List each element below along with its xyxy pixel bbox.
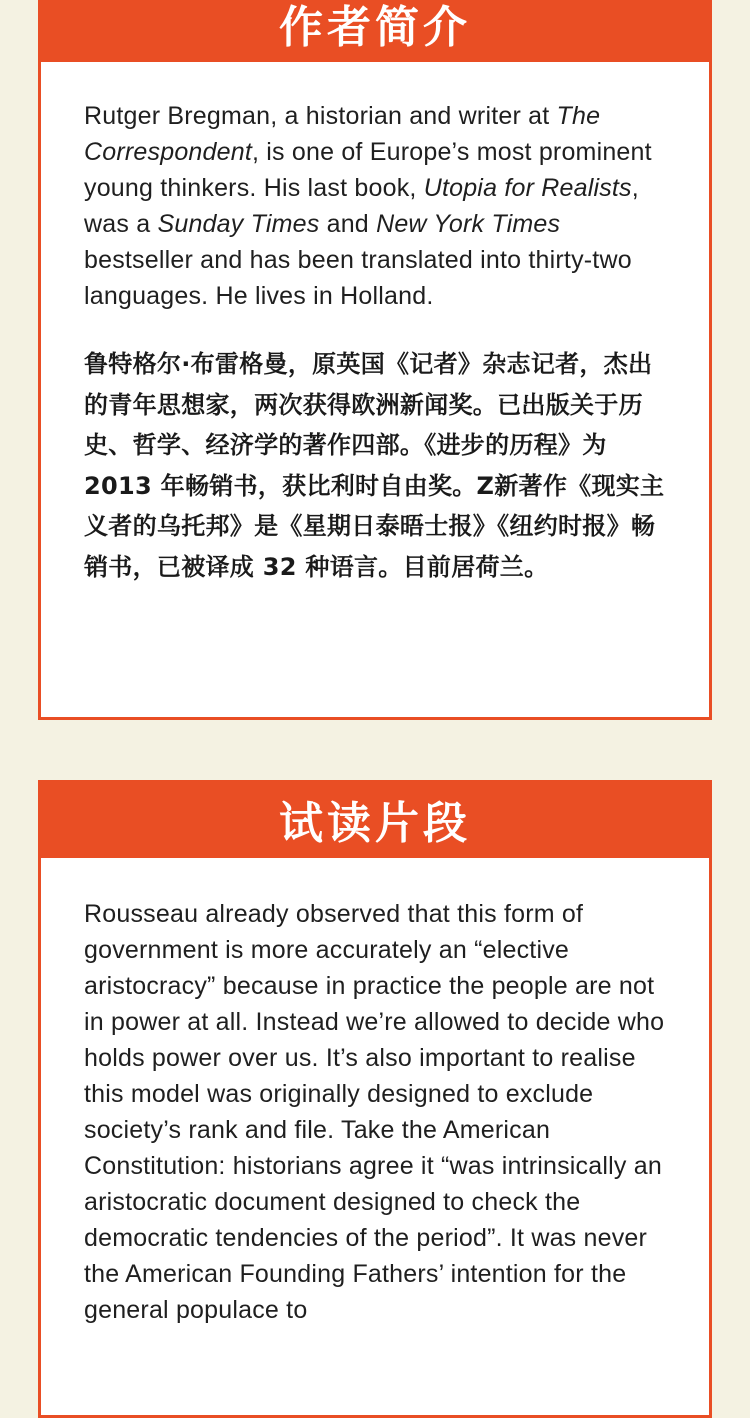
author-bio-chinese: 鲁特格尔·布雷格曼，原英国《记者》杂志记者，杰出的青年思想家，两次获得欧洲新闻奖。已出版关于历史、哲学、经济学的著作四部。《进步的历程》为 2013 年畅销书，获比利时自由奖。Z新著作《现实主义者的乌托邦》是《星期日泰晤士报》《纽约时报》畅销书，已被译成 32 种语言。目前居荷兰。 [84,350,665,581]
author-intro-title: 作者简介 [279,2,471,53]
author-intro-body [38,62,712,720]
author-bio-english [84,98,667,314]
excerpt-section [38,780,712,1418]
excerpt-text: Rousseau already observed that this form of government is more accurately an “elective aristocracy” because in practice the people are not in power at all. Instead we’re allowed to decide who holds power over us. It’s also important to realise this model was originally designed to exclude society’s rank and file. Take the American Constitution: historians agree it “was intrinsically an aristocratic document designed to check the democratic tendencies of the period”. It was never the American Founding Fathers’ intention for the general populace to [84,900,665,1324]
bio-italic-the-correspondent: The Correspondent [84,102,601,166]
author-intro-section [38,0,712,720]
bio-text: Rutger Bregman, a historian and writer at [84,102,557,130]
excerpt-body [38,858,712,1418]
bio-text: , was a [84,174,639,238]
bio-text: and [319,210,377,238]
excerpt-title: 试读片段 [279,798,471,849]
bio-italic-new-york-times: New York Times [376,210,561,238]
excerpt-header [38,780,712,858]
author-intro-header [38,0,712,62]
bio-text: bestseller and has been translated into thirty-two languages. He lives in Holland. [84,246,632,310]
bio-italic-sunday-times: Sunday Times [157,210,320,238]
bio-text: , is one of Europe’s most prominent young thinkers. His last book, [84,138,652,202]
bio-italic-utopia-for-realists: Utopia for Realists [423,174,632,202]
